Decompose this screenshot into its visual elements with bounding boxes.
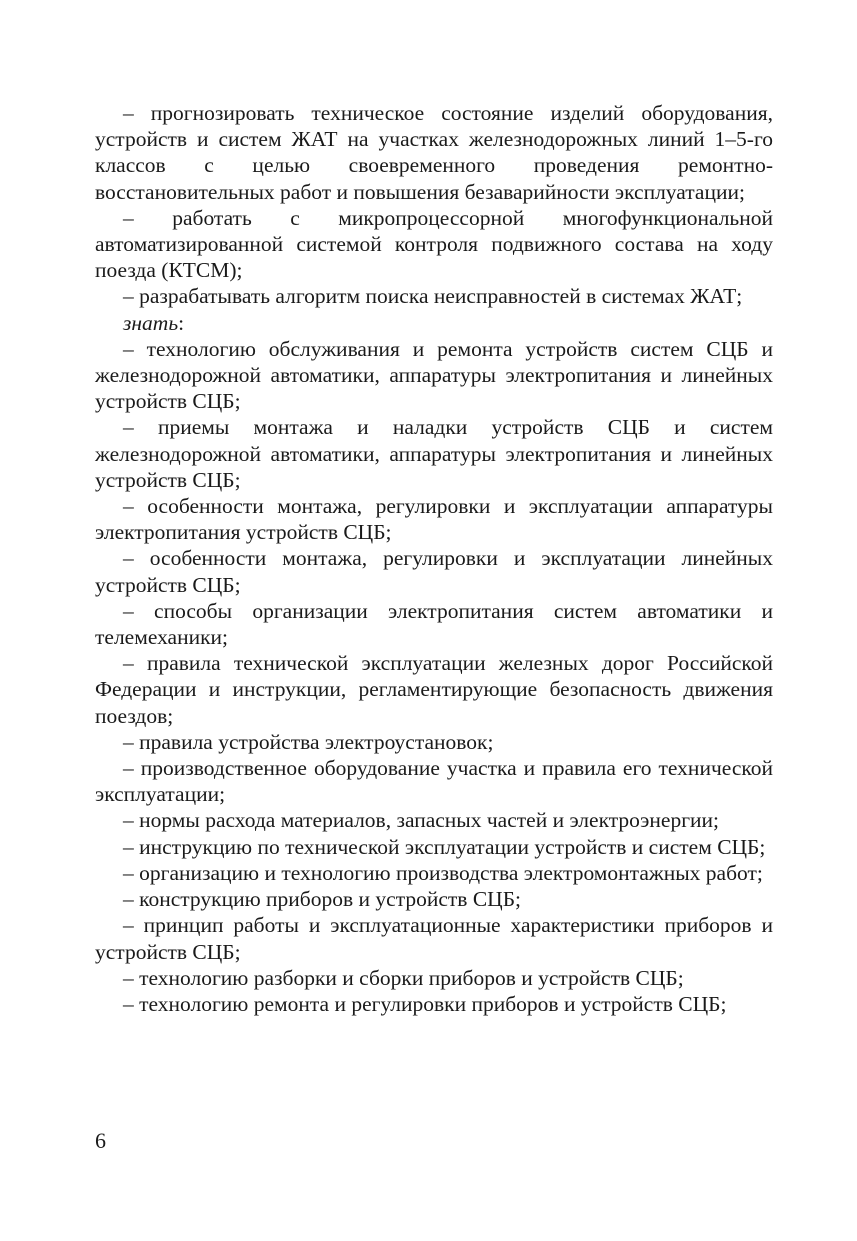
list-item: – правила технической эксплуатации железных дорог Российской Федерации и инструкции, регламентирующие безопасность движения поездов;: [95, 651, 773, 728]
list-item: – организацию и технологию производства электромонтажных работ;: [123, 860, 763, 885]
section-label: [95, 310, 773, 336]
list-item: – прогнозировать техническое состояние изделий оборудования, устройств и систем ЖАТ на участках железнодорожных линий 1–5-го классов с целью своевременного проведения ремонтно-восстановительных работ и повышения безаварийности эксплуатации;: [95, 101, 773, 204]
page-number: 6: [95, 1128, 106, 1153]
list-item: – технологию разборки и сборки приборов и устройств СЦБ;: [123, 965, 684, 990]
list-item: – производственное оборудование участка и правила его технической эксплуатации;: [95, 756, 773, 807]
list-item: – принцип работы и эксплуатационные характеристики приборов и устройств СЦБ;: [95, 913, 773, 964]
list-item: – технологию обслуживания и ремонта устройств систем СЦБ и железнодорожной автоматики, аппаратуры электропитания и линейных устройств СЦБ;: [95, 336, 773, 414]
list-item: – приемы монтажа и наладки устройств СЦБ и систем железнодорожной автоматики, аппаратуры электропитания и линейных устройств СЦБ;: [95, 415, 773, 492]
body-text: [95, 100, 773, 1017]
list-item: – работать с микропроцессорной многофункциональной автоматизированной системой контроля подвижного состава на ходу поезда (КТСМ);: [95, 205, 773, 283]
list-item: – особенности монтажа, регулировки и эксплуатации линейных устройств СЦБ;: [95, 546, 773, 597]
list-item: – особенности монтажа, регулировки и эксплуатации аппаратуры электропитания устройств СЦБ;: [95, 494, 773, 545]
list-item: – способы организации электропитания систем автоматики и телемеханики;: [95, 598, 773, 650]
list-item: – нормы расхода материалов, запасных частей и электроэнергии;: [123, 808, 719, 833]
list-item: – разрабатывать алгоритм поиска неисправностей в системах ЖАТ;: [123, 284, 743, 309]
section-label-colon: :: [178, 310, 185, 335]
list-item: – правила устройства электроустановок;: [123, 729, 494, 754]
list-item: – конструкцию приборов и устройств СЦБ;: [123, 887, 522, 912]
list-item: – инструкцию по технической эксплуатации устройств и систем СЦБ;: [123, 834, 766, 859]
section-label-text: знать: [123, 310, 179, 335]
list-item: – технологию ремонта и регулировки приборов и устройств СЦБ;: [123, 991, 727, 1016]
